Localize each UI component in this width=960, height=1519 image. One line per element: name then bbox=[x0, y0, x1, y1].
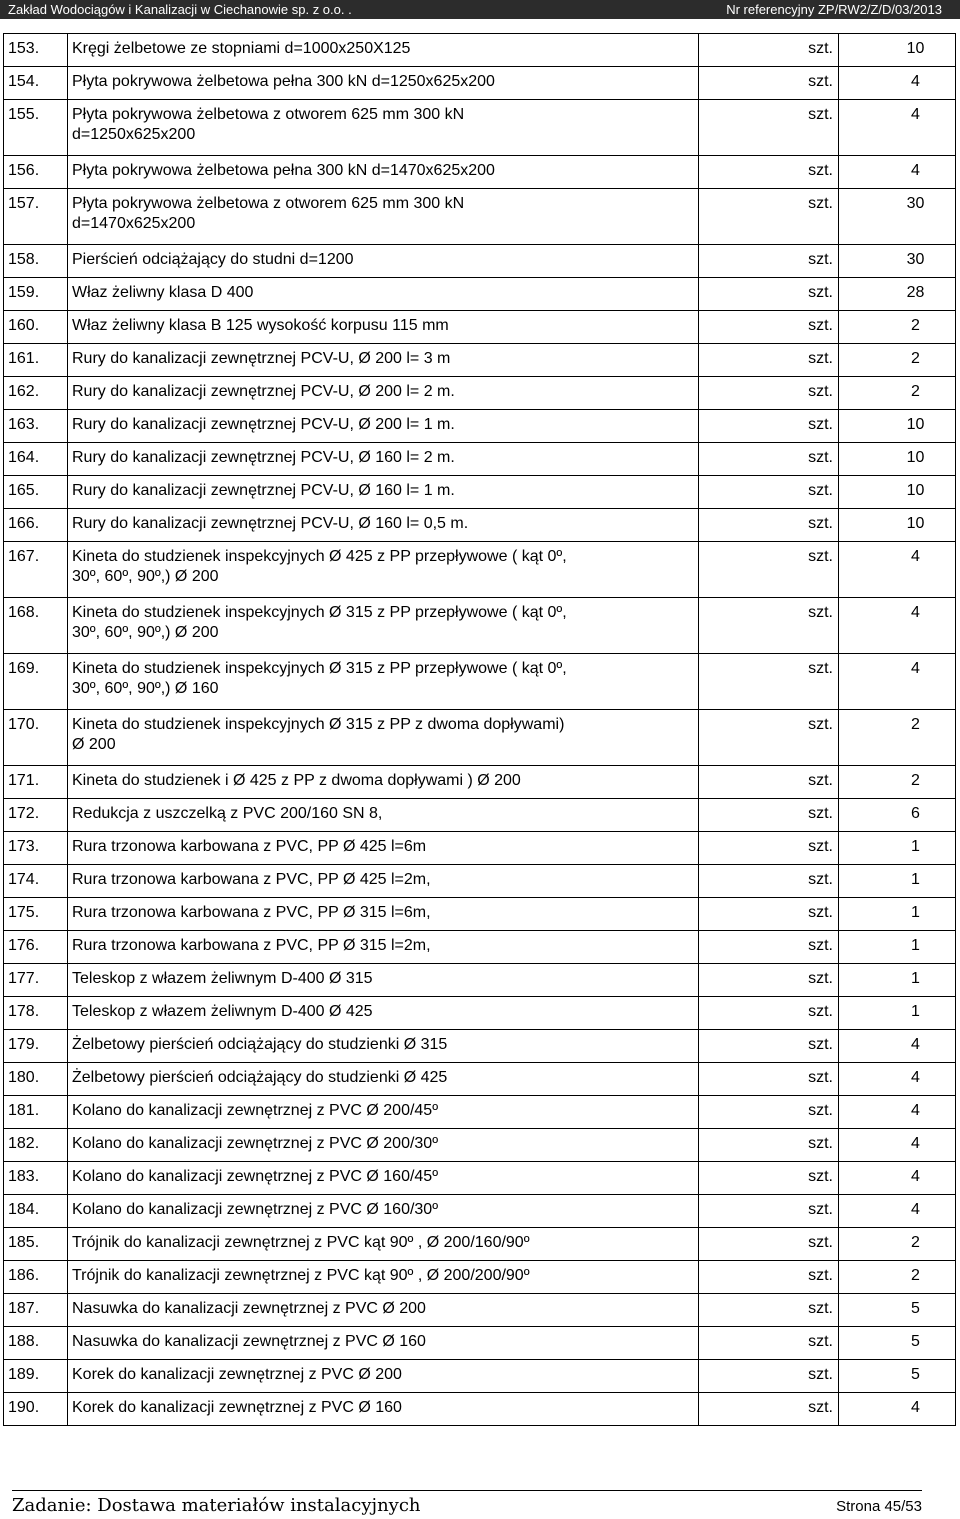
item-number: 179. bbox=[4, 1030, 68, 1063]
footer-task-title: Zadanie: Dostawa materiałów instalacyjnych bbox=[12, 1495, 421, 1516]
table-row bbox=[4, 1195, 956, 1228]
item-quantity: 5 bbox=[839, 1360, 956, 1393]
item-unit: szt. bbox=[699, 1030, 839, 1063]
item-unit: szt. bbox=[699, 410, 839, 443]
item-number: 171. bbox=[4, 766, 68, 799]
item-name-cell bbox=[68, 1129, 699, 1162]
item-number: 184. bbox=[4, 1195, 68, 1228]
page-header bbox=[0, 0, 960, 19]
item-number: 163. bbox=[4, 410, 68, 443]
item-name-cell bbox=[68, 377, 699, 410]
table-row bbox=[4, 1294, 956, 1327]
item-name-cell bbox=[68, 1228, 699, 1261]
item-number: 166. bbox=[4, 509, 68, 542]
item-name: Płyta pokrywowa żelbetowa pełna 300 kN d=1470x625x200 bbox=[72, 162, 495, 179]
item-name-cell bbox=[68, 278, 699, 311]
item-unit: szt. bbox=[699, 931, 839, 964]
item-unit: szt. bbox=[699, 654, 839, 710]
item-quantity: 10 bbox=[839, 509, 956, 542]
item-name-cell bbox=[68, 598, 699, 654]
table-row bbox=[4, 1327, 956, 1360]
item-name: Rura trzonowa karbowana z PVC, PP Ø 315 l=6m, bbox=[72, 904, 431, 921]
item-number: 169. bbox=[4, 654, 68, 710]
item-number: 180. bbox=[4, 1063, 68, 1096]
item-number: 173. bbox=[4, 832, 68, 865]
item-quantity: 2 bbox=[839, 766, 956, 799]
item-quantity: 1 bbox=[839, 832, 956, 865]
item-name-cell bbox=[68, 1294, 699, 1327]
item-unit: szt. bbox=[699, 799, 839, 832]
item-quantity: 4 bbox=[839, 654, 956, 710]
materials-table bbox=[3, 33, 956, 1426]
table-row bbox=[4, 542, 956, 598]
item-name-cell bbox=[68, 509, 699, 542]
table-row bbox=[4, 476, 956, 509]
item-quantity: 10 bbox=[839, 34, 956, 67]
item-name: Redukcja z uszczelką z PVC 200/160 SN 8, bbox=[72, 805, 383, 822]
item-name-cell bbox=[68, 832, 699, 865]
item-unit: szt. bbox=[699, 344, 839, 377]
item-unit: szt. bbox=[699, 34, 839, 67]
item-name: Kolano do kanalizacji zewnętrznej z PVC Ø 160/45º bbox=[72, 1168, 439, 1185]
item-name: Rury do kanalizacji zewnętrznej PCV-U, Ø 160 l= 2 m. bbox=[72, 449, 455, 466]
table-row bbox=[4, 278, 956, 311]
item-unit: szt. bbox=[699, 311, 839, 344]
table-row bbox=[4, 997, 956, 1030]
item-name: Rura trzonowa karbowana z PVC, PP Ø 425 l=6m bbox=[72, 838, 427, 855]
item-name-cell bbox=[68, 1195, 699, 1228]
item-unit: szt. bbox=[699, 67, 839, 100]
table-row bbox=[4, 865, 956, 898]
item-quantity: 1 bbox=[839, 898, 956, 931]
item-number: 158. bbox=[4, 245, 68, 278]
item-name-cell bbox=[68, 865, 699, 898]
item-name-cell bbox=[68, 410, 699, 443]
item-quantity: 4 bbox=[839, 1393, 956, 1426]
item-unit: szt. bbox=[699, 1096, 839, 1129]
item-name-cell bbox=[68, 1063, 699, 1096]
item-quantity: 2 bbox=[839, 377, 956, 410]
page-footer bbox=[12, 1490, 922, 1517]
item-name: Płyta pokrywowa żelbetowa z otworem 625 mm 300 kN bbox=[72, 195, 465, 212]
item-name: Rury do kanalizacji zewnętrznej PCV-U, Ø 200 l= 2 m. bbox=[72, 383, 455, 400]
item-quantity: 2 bbox=[839, 1261, 956, 1294]
item-name: Płyta pokrywowa żelbetowa z otworem 625 mm 300 kN bbox=[72, 106, 465, 123]
item-name: Kineta do studzienek inspekcyjnych Ø 315 z PP z dwoma dopływami) bbox=[72, 716, 565, 733]
table-row bbox=[4, 598, 956, 654]
item-quantity: 6 bbox=[839, 799, 956, 832]
item-unit: szt. bbox=[699, 832, 839, 865]
header-reference-number: Nr referencyjny ZP/RW2/Z/D/03/2013 bbox=[726, 2, 942, 17]
table-row bbox=[4, 1096, 956, 1129]
item-name-cell bbox=[68, 100, 699, 156]
item-number: 167. bbox=[4, 542, 68, 598]
item-number: 165. bbox=[4, 476, 68, 509]
item-unit: szt. bbox=[699, 898, 839, 931]
item-name-continued: 30º, 60º, 90º,) Ø 160 bbox=[72, 680, 219, 697]
item-number: 172. bbox=[4, 799, 68, 832]
item-quantity: 4 bbox=[839, 598, 956, 654]
item-number: 175. bbox=[4, 898, 68, 931]
item-unit: szt. bbox=[699, 1393, 839, 1426]
item-name: Rury do kanalizacji zewnętrznej PCV-U, Ø 160 l= 1 m. bbox=[72, 482, 455, 499]
item-name: Kolano do kanalizacji zewnętrznej z PVC Ø 160/30º bbox=[72, 1201, 439, 1218]
item-quantity: 30 bbox=[839, 245, 956, 278]
item-name: Żelbetowy pierścień odciążający do studzienki Ø 425 bbox=[72, 1069, 448, 1086]
item-quantity: 28 bbox=[839, 278, 956, 311]
table-row bbox=[4, 156, 956, 189]
item-name: Kręgi żelbetowe ze stopniami d=1000x250X125 bbox=[72, 40, 411, 57]
item-quantity: 10 bbox=[839, 476, 956, 509]
table-row bbox=[4, 799, 956, 832]
table-row bbox=[4, 654, 956, 710]
table-row bbox=[4, 67, 956, 100]
item-unit: szt. bbox=[699, 245, 839, 278]
item-name-cell bbox=[68, 964, 699, 997]
item-name: Rury do kanalizacji zewnętrznej PCV-U, Ø 160 l= 0,5 m. bbox=[72, 515, 469, 532]
header-dots: . bbox=[348, 2, 352, 17]
item-name: Korek do kanalizacji zewnętrznej z PVC Ø 200 bbox=[72, 1366, 402, 1383]
item-name: Kineta do studzienek inspekcyjnych Ø 315 z PP przepływowe ( kąt 0º, bbox=[72, 660, 567, 677]
item-quantity: 4 bbox=[839, 1195, 956, 1228]
item-number: 176. bbox=[4, 931, 68, 964]
item-number: 189. bbox=[4, 1360, 68, 1393]
item-quantity: 4 bbox=[839, 67, 956, 100]
item-quantity: 4 bbox=[839, 100, 956, 156]
item-number: 159. bbox=[4, 278, 68, 311]
table-row bbox=[4, 34, 956, 67]
item-name-continued: 30º, 60º, 90º,) Ø 200 bbox=[72, 568, 219, 585]
item-name-cell bbox=[68, 1261, 699, 1294]
item-quantity: 2 bbox=[839, 344, 956, 377]
item-name-cell bbox=[68, 1096, 699, 1129]
item-name: Rura trzonowa karbowana z PVC, PP Ø 425 l=2m, bbox=[72, 871, 431, 888]
item-quantity: 4 bbox=[839, 156, 956, 189]
item-number: 162. bbox=[4, 377, 68, 410]
item-quantity: 4 bbox=[839, 1030, 956, 1063]
item-name: Teleskop z włazem żeliwnym D-400 Ø 425 bbox=[72, 1003, 373, 1020]
item-name: Trójnik do kanalizacji zewnętrznej z PVC kąt 90º , Ø 200/160/90º bbox=[72, 1234, 530, 1251]
item-name: Kineta do studzienek inspekcyjnych Ø 315 z PP przepływowe ( kąt 0º, bbox=[72, 604, 567, 621]
item-unit: szt. bbox=[699, 1360, 839, 1393]
item-name-cell bbox=[68, 344, 699, 377]
item-name: Nasuwka do kanalizacji zewnętrznej z PVC Ø 200 bbox=[72, 1300, 426, 1317]
item-quantity: 4 bbox=[839, 1162, 956, 1195]
item-unit: szt. bbox=[699, 997, 839, 1030]
header-company bbox=[8, 0, 352, 19]
item-number: 174. bbox=[4, 865, 68, 898]
item-number: 157. bbox=[4, 189, 68, 245]
table-row bbox=[4, 100, 956, 156]
table-row bbox=[4, 1360, 956, 1393]
item-quantity: 2 bbox=[839, 710, 956, 766]
item-number: 181. bbox=[4, 1096, 68, 1129]
item-quantity: 4 bbox=[839, 1096, 956, 1129]
item-name: Właz żeliwny klasa D 400 bbox=[72, 284, 254, 301]
item-number: 164. bbox=[4, 443, 68, 476]
item-quantity: 4 bbox=[839, 542, 956, 598]
item-unit: szt. bbox=[699, 189, 839, 245]
materials-table-body bbox=[4, 34, 956, 1426]
item-quantity: 1 bbox=[839, 931, 956, 964]
table-row bbox=[4, 377, 956, 410]
item-quantity: 30 bbox=[839, 189, 956, 245]
item-name: Płyta pokrywowa żelbetowa pełna 300 kN d=1250x625x200 bbox=[72, 73, 495, 90]
item-name-cell bbox=[68, 311, 699, 344]
table-row bbox=[4, 898, 956, 931]
item-number: 160. bbox=[4, 311, 68, 344]
item-number: 161. bbox=[4, 344, 68, 377]
item-name: Nasuwka do kanalizacji zewnętrznej z PVC Ø 160 bbox=[72, 1333, 426, 1350]
item-name: Trójnik do kanalizacji zewnętrznej z PVC kąt 90º , Ø 200/200/90º bbox=[72, 1267, 530, 1284]
item-number: 178. bbox=[4, 997, 68, 1030]
item-quantity: 4 bbox=[839, 1063, 956, 1096]
item-name-cell bbox=[68, 34, 699, 67]
item-number: 187. bbox=[4, 1294, 68, 1327]
item-unit: szt. bbox=[699, 766, 839, 799]
item-unit: szt. bbox=[699, 156, 839, 189]
item-unit: szt. bbox=[699, 1228, 839, 1261]
item-name-cell bbox=[68, 1393, 699, 1426]
item-name-cell bbox=[68, 1360, 699, 1393]
item-unit: szt. bbox=[699, 509, 839, 542]
item-number: 168. bbox=[4, 598, 68, 654]
item-name-cell bbox=[68, 710, 699, 766]
item-unit: szt. bbox=[699, 1063, 839, 1096]
item-name: Właz żeliwny klasa B 125 wysokość korpusu 115 mm bbox=[72, 317, 449, 334]
item-name-cell bbox=[68, 1162, 699, 1195]
item-name-cell bbox=[68, 766, 699, 799]
item-name-cell bbox=[68, 156, 699, 189]
item-name: Rury do kanalizacji zewnętrznej PCV-U, Ø 200 l= 1 m. bbox=[72, 416, 455, 433]
item-quantity: 5 bbox=[839, 1327, 956, 1360]
item-unit: szt. bbox=[699, 1129, 839, 1162]
item-name-continued: d=1250x625x200 bbox=[72, 126, 196, 143]
item-name: Kineta do studzienek inspekcyjnych Ø 425 z PP przepływowe ( kąt 0º, bbox=[72, 548, 567, 565]
table-row bbox=[4, 1261, 956, 1294]
table-row bbox=[4, 311, 956, 344]
item-name-cell bbox=[68, 654, 699, 710]
table-row bbox=[4, 1162, 956, 1195]
item-quantity: 2 bbox=[839, 1228, 956, 1261]
table-row bbox=[4, 1030, 956, 1063]
item-name-cell bbox=[68, 931, 699, 964]
item-name: Teleskop z włazem żeliwnym D-400 Ø 315 bbox=[72, 970, 373, 987]
item-unit: szt. bbox=[699, 865, 839, 898]
item-number: 177. bbox=[4, 964, 68, 997]
item-number: 188. bbox=[4, 1327, 68, 1360]
item-number: 154. bbox=[4, 67, 68, 100]
item-quantity: 2 bbox=[839, 311, 956, 344]
table-row bbox=[4, 344, 956, 377]
item-unit: szt. bbox=[699, 542, 839, 598]
item-number: 153. bbox=[4, 34, 68, 67]
item-unit: szt. bbox=[699, 1162, 839, 1195]
item-number: 155. bbox=[4, 100, 68, 156]
table-row bbox=[4, 189, 956, 245]
item-unit: szt. bbox=[699, 443, 839, 476]
table-row bbox=[4, 766, 956, 799]
item-unit: szt. bbox=[699, 100, 839, 156]
table-row bbox=[4, 443, 956, 476]
item-unit: szt. bbox=[699, 598, 839, 654]
table-row bbox=[4, 410, 956, 443]
item-number: 182. bbox=[4, 1129, 68, 1162]
item-name-cell bbox=[68, 1327, 699, 1360]
item-name-cell bbox=[68, 898, 699, 931]
item-name-cell bbox=[68, 245, 699, 278]
header-company-name: Zakład Wodociągów i Kanalizacji w Ciechanowie sp. z o.o. bbox=[8, 2, 345, 17]
table-row bbox=[4, 509, 956, 542]
item-unit: szt. bbox=[699, 1294, 839, 1327]
item-name: Rury do kanalizacji zewnętrznej PCV-U, Ø 200 l= 3 m bbox=[72, 350, 451, 367]
item-quantity: 1 bbox=[839, 865, 956, 898]
table-row bbox=[4, 710, 956, 766]
item-unit: szt. bbox=[699, 1261, 839, 1294]
table-row bbox=[4, 1129, 956, 1162]
item-unit: szt. bbox=[699, 1195, 839, 1228]
item-number: 190. bbox=[4, 1393, 68, 1426]
item-quantity: 4 bbox=[839, 1129, 956, 1162]
item-name: Rura trzonowa karbowana z PVC, PP Ø 315 l=2m, bbox=[72, 937, 431, 954]
item-name: Kineta do studzienek i Ø 425 z PP z dwoma dopływami ) Ø 200 bbox=[72, 772, 521, 789]
item-name-cell bbox=[68, 542, 699, 598]
item-unit: szt. bbox=[699, 964, 839, 997]
table-row bbox=[4, 1393, 956, 1426]
item-name-cell bbox=[68, 476, 699, 509]
item-name: Pierścień odciążający do studni d=1200 bbox=[72, 251, 354, 268]
table-row bbox=[4, 245, 956, 278]
table-row bbox=[4, 1228, 956, 1261]
item-name-continued: Ø 200 bbox=[72, 736, 116, 753]
item-quantity: 10 bbox=[839, 443, 956, 476]
item-number: 186. bbox=[4, 1261, 68, 1294]
item-number: 156. bbox=[4, 156, 68, 189]
item-name-cell bbox=[68, 443, 699, 476]
item-unit: szt. bbox=[699, 1327, 839, 1360]
item-number: 183. bbox=[4, 1162, 68, 1195]
item-unit: szt. bbox=[699, 710, 839, 766]
item-name: Kolano do kanalizacji zewnętrznej z PVC Ø 200/45º bbox=[72, 1102, 439, 1119]
table-row bbox=[4, 931, 956, 964]
table-row bbox=[4, 832, 956, 865]
item-number: 185. bbox=[4, 1228, 68, 1261]
footer-page-number: Strona 45/53 bbox=[836, 1498, 922, 1515]
item-quantity: 1 bbox=[839, 997, 956, 1030]
item-name-continued: 30º, 60º, 90º,) Ø 200 bbox=[72, 624, 219, 641]
item-number: 170. bbox=[4, 710, 68, 766]
item-name: Korek do kanalizacji zewnętrznej z PVC Ø 160 bbox=[72, 1399, 402, 1416]
table-row bbox=[4, 1063, 956, 1096]
item-name-cell bbox=[68, 799, 699, 832]
table-row bbox=[4, 964, 956, 997]
item-unit: szt. bbox=[699, 278, 839, 311]
item-name-cell bbox=[68, 189, 699, 245]
item-name: Kolano do kanalizacji zewnętrznej z PVC Ø 200/30º bbox=[72, 1135, 439, 1152]
item-quantity: 5 bbox=[839, 1294, 956, 1327]
item-quantity: 1 bbox=[839, 964, 956, 997]
item-name-cell bbox=[68, 997, 699, 1030]
item-name-cell bbox=[68, 67, 699, 100]
item-name-cell bbox=[68, 1030, 699, 1063]
item-name-continued: d=1470x625x200 bbox=[72, 215, 196, 232]
item-name: Żelbetowy pierścień odciążający do studzienki Ø 315 bbox=[72, 1036, 448, 1053]
item-unit: szt. bbox=[699, 377, 839, 410]
item-quantity: 10 bbox=[839, 410, 956, 443]
item-unit: szt. bbox=[699, 476, 839, 509]
